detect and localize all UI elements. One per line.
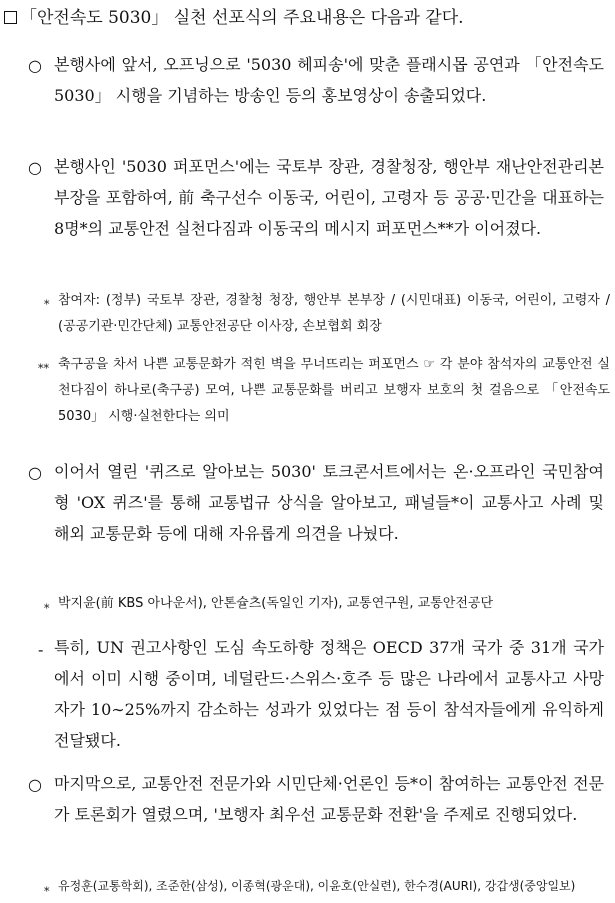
bullet-circle: ○ — [28, 463, 42, 482]
checkbox-square-icon — [4, 11, 17, 24]
note-forum-experts: 유정훈(교통학회), 조준한(삼성), 이종혁(광운대), 이윤호(안실련), 한수경(AURI), 강갑생(중앙일보) — [58, 879, 576, 893]
footnote-marker: * — [44, 602, 50, 615]
dash-marker: - — [38, 640, 44, 659]
heading-text: 「안전속도 5030」 실천 선포식의 주요내용은 다음과 같다. — [20, 8, 464, 28]
para-opening: 본행사에 앞서, 오프닝으로 '5030 헤피송'에 맞춘 플래시몹 공연과 「안전속도 5030」 시행을 기념하는 방송인 등의 홍보영상이 송출되었다. — [54, 55, 604, 105]
para-un-recommendation: 특히, UN 권고사항인 도심 속도하향 정책은 OECD 37개 국가 중 31개 국가에서 이미 시행 중이며, 네덜란드·스위스·호주 등 많은 나라에서 교통사고 사망자가 10∼25%까지 감소하는 성과가 있었다는 점 등이 참석자들에게 유익하게 전달됐다. — [54, 638, 604, 750]
footnote-marker: * — [44, 298, 50, 311]
note-panelists: 박지윤(前 KBS 아나운서), 안톤슐츠(독일인 기자), 교통연구원, 교통안전공단 — [58, 596, 494, 611]
para-performance: 본행사인 '5030 퍼포먼스'에는 국토부 장관, 경찰청장, 행안부 재난안전관리본부장을 포함하여, 前 축구선수 이동국, 어린이, 고령자 등 공공·민간을 대표하는 8명*의 교통안전 실천다짐과 이동국의 메시지 퍼포먼스**가 이어졌다. — [54, 157, 604, 238]
note-participants: 참여자: (정부) 국토부 장관, 경찰청 청장, 행안부 본부장 / (시민대표) 이동국, 어린이, 고령자 / (공공기관·민간단체) 교통안전공단 이사장, 손보협회 회장 — [58, 293, 610, 334]
heading — [4, 6, 612, 30]
bullet-circle: ○ — [28, 775, 42, 794]
note-performance-meaning: 축구공을 차서 나쁜 교통문화가 적힌 벽을 무너뜨리는 퍼포먼스 ☞ 각 분야 참석자의 교통안전 실천다짐이 하나로(축구공) 모여, 나쁜 교통문화를 버리고 보행자 보호의 첫 걸음으로 「안전속도 5030」 시행·실천한다는 의미 — [58, 357, 610, 424]
bullet-circle: ○ — [28, 158, 42, 177]
footnote-marker-double: ** — [38, 362, 49, 375]
footnote-marker: * — [44, 885, 50, 898]
para-expert-forum: 마지막으로, 교통안전 전문가와 시민단체·언론인 등*이 참여하는 교통안전 전문가 토론회가 열렸으며, '보행자 최우선 교통문화 전환'을 주제로 진행되었다. — [54, 774, 604, 824]
para-talk-concert: 이어서 열린 '퀴즈로 알아보는 5030' 토크콘서트에서는 온·오프라인 국민참여형 'OX 퀴즈'를 통해 교통법규 상식을 알아보고, 패널들*이 교통사고 사례 및 해외 교통문화 등에 대해 자유롭게 의견을 나눴다. — [54, 462, 604, 543]
bullet-circle: ○ — [28, 56, 42, 75]
